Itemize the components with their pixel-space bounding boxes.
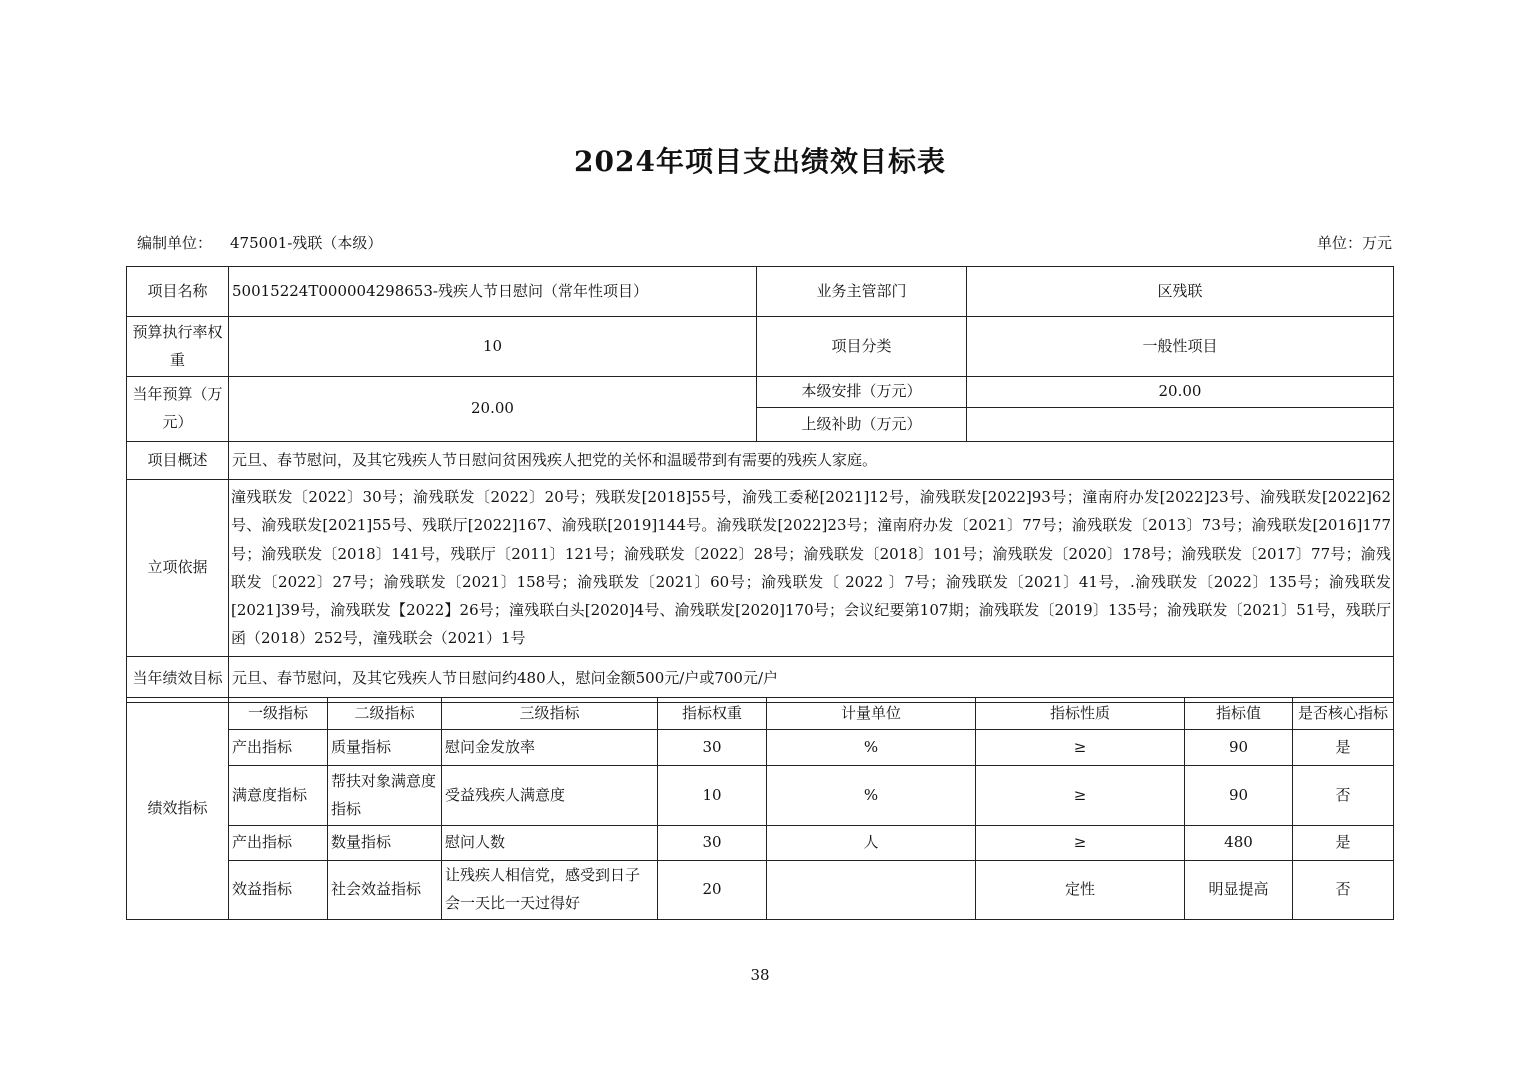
project-name-label: 项目名称: [127, 267, 229, 317]
table-cell: 帮扶对象满意度指标: [328, 766, 442, 826]
table-cell: %: [767, 766, 976, 826]
category-label: 项目分类: [757, 317, 967, 377]
weight-label: 预算执行率权重: [127, 317, 229, 377]
table-cell: 90: [1185, 730, 1293, 766]
upper-subsidy-value: [967, 408, 1394, 442]
table-cell: 明显提高: [1185, 861, 1293, 920]
table-cell: 20: [658, 861, 767, 920]
table-cell: 效益指标: [229, 861, 328, 920]
table-cell: 10: [658, 766, 767, 826]
budget-value: 20.00: [229, 377, 757, 442]
column-header: 计量单位: [767, 698, 976, 730]
table-cell: 慰问人数: [442, 826, 658, 861]
overview-value: 元旦、春节慰问，及其它残疾人节日慰问贫困残疾人把党的关怀和温暖带到有需要的残疾人家庭。: [229, 442, 1394, 480]
column-header: 一级指标: [229, 698, 328, 730]
table-cell: 否: [1293, 766, 1394, 826]
table-cell: %: [767, 730, 976, 766]
weight-value: 10: [229, 317, 757, 377]
table-cell: 数量指标: [328, 826, 442, 861]
table-cell: 产出指标: [229, 826, 328, 861]
table-cell: 定性: [976, 861, 1185, 920]
table-row: [127, 317, 1394, 377]
table-cell: 质量指标: [328, 730, 442, 766]
table-cell: 90: [1185, 766, 1293, 826]
table-cell: 是: [1293, 730, 1394, 766]
page-number: 38: [750, 966, 770, 984]
table-cell: 480: [1185, 826, 1293, 861]
project-info-table: [126, 266, 1394, 703]
basis-value: 潼残联发〔2022〕30号；渝残联发〔2022〕20号；残联发[2018]55号，渝残工委秘[2021]12号，渝残联发[2022]93号；潼南府办发[2022]23号、渝残联发[2022]62号、渝残联发[2021]55号、残联厅[2022]167、渝残联[2019]144号。渝残联发[2022]23号；潼南府办发〔2021〕77号；渝残联发〔2013〕73号；渝残联发[2016]177号；渝残联发〔2018〕141号，残联厅〔2011〕121号；渝残联发〔2022〕28号；渝残联发〔2018〕101号；渝残联发〔2020〕178号；渝残联发〔2017〕77号；渝残联发〔2022〕27号；渝残联发〔2021〕158号；渝残联发〔2021〕60号；渝残联发〔 2022 〕7号；渝残联发〔2021〕41号，.渝残联发〔2022〕135号；渝残联发[2021]39号，渝残联发【2022】26号；潼残联白头[2020]4号、渝残联发[2020]170号；会议纪要第107期；渝残联发〔2019〕135号；渝残联发〔2021〕51号，残联厅函（2018）252号，潼残联会（2021）1号: [229, 480, 1394, 657]
local-funding-label: 本级安排（万元）: [757, 377, 967, 408]
table-row: [127, 656, 1394, 702]
compiling-unit: [137, 232, 382, 253]
column-header: 是否核心指标: [1293, 698, 1394, 730]
table-cell: 产出指标: [229, 730, 328, 766]
table-cell: 30: [658, 730, 767, 766]
dept-value: 区残联: [967, 267, 1394, 317]
column-header: 三级指标: [442, 698, 658, 730]
performance-section-label: 绩效指标: [127, 698, 229, 920]
local-funding-value: 20.00: [967, 377, 1394, 408]
table-header-row: [127, 698, 1394, 730]
table-cell: 慰问金发放率: [442, 730, 658, 766]
overview-label: 项目概述: [127, 442, 229, 480]
column-header: 指标性质: [976, 698, 1185, 730]
column-header: 指标值: [1185, 698, 1293, 730]
column-header: 二级指标: [328, 698, 442, 730]
table-cell: 30: [658, 826, 767, 861]
category-value: 一般性项目: [967, 317, 1394, 377]
table-row: [127, 766, 1394, 826]
table-cell: 人: [767, 826, 976, 861]
table-cell: ≥: [976, 826, 1185, 861]
table-cell: 满意度指标: [229, 766, 328, 826]
table-row: [127, 480, 1394, 657]
table-row: [127, 442, 1394, 480]
table-cell: 社会效益指标: [328, 861, 442, 920]
dept-label: 业务主管部门: [757, 267, 967, 317]
table-row: [127, 730, 1394, 766]
project-name-value: 50015224T000004298653-残疾人节日慰问（常年性项目）: [229, 267, 757, 317]
table-cell: 是: [1293, 826, 1394, 861]
goal-label: 当年绩效目标: [127, 656, 229, 702]
compiling-unit-value: 475001-残联（本级）: [230, 234, 383, 252]
table-row: [127, 377, 1394, 408]
goal-value: 元旦、春节慰问，及其它残疾人节日慰问约480人，慰问金额500元/户或700元/户: [229, 656, 1394, 702]
basis-label: 立项依据: [127, 480, 229, 657]
upper-subsidy-label: 上级补助（万元）: [757, 408, 967, 442]
table-cell: 受益残疾人满意度: [442, 766, 658, 826]
page-title: 2024年项目支出绩效目标表: [574, 145, 946, 178]
table-row: [127, 267, 1394, 317]
table-cell: ≥: [976, 766, 1185, 826]
budget-label: 当年预算（万元）: [127, 377, 229, 442]
table-row: [127, 861, 1394, 920]
table-cell: 让残疾人相信党，感受到日子会一天比一天过得好: [442, 861, 658, 920]
table-cell: ≥: [976, 730, 1185, 766]
table-row: [127, 826, 1394, 861]
column-header: 指标权重: [658, 698, 767, 730]
performance-indicators-table: [126, 697, 1394, 920]
table-cell: [767, 861, 976, 920]
currency-unit: 单位：万元: [1316, 234, 1392, 252]
compiling-unit-label: 编制单位：: [137, 234, 213, 252]
table-cell: 否: [1293, 861, 1394, 920]
